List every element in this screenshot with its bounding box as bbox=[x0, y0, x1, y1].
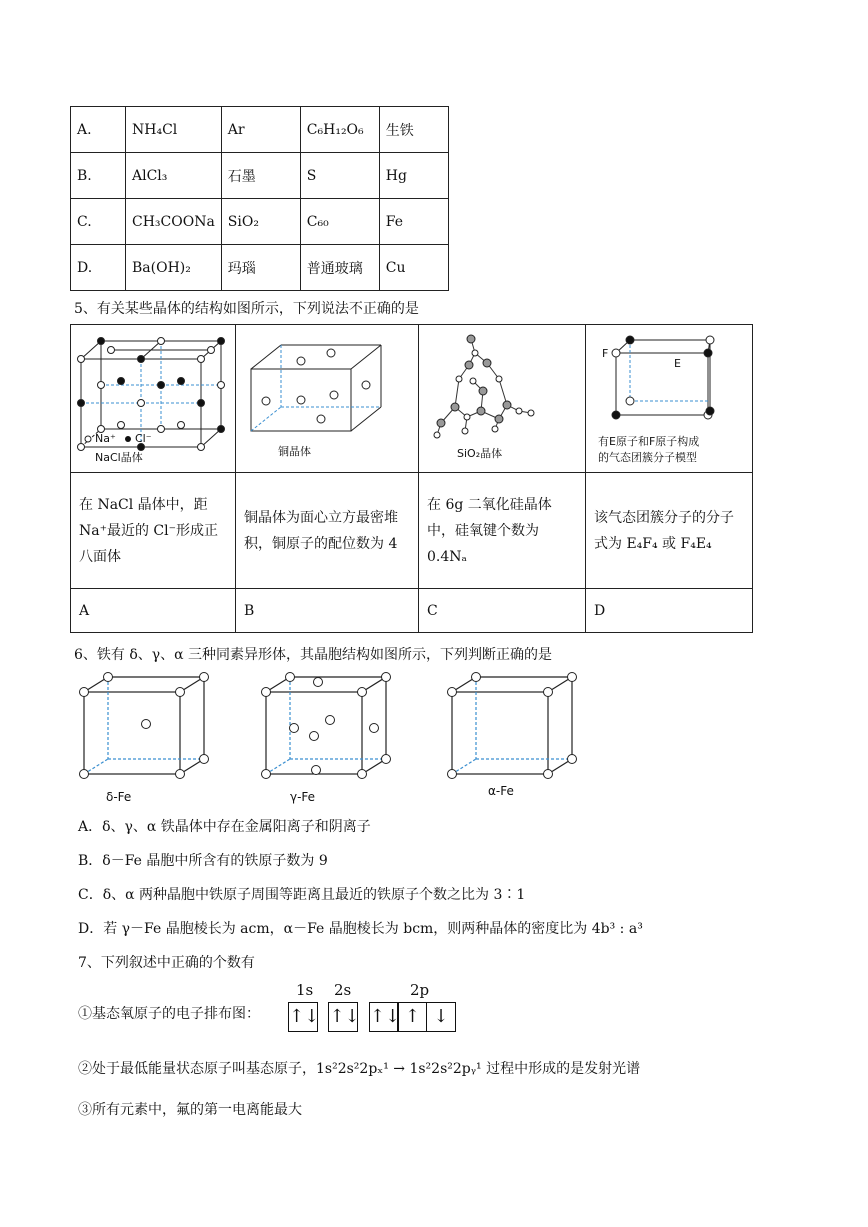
label-e: E bbox=[674, 357, 681, 370]
statement-b: 铜晶体为面心立方最密堆积，铜原子的配位数为 4 bbox=[236, 473, 419, 589]
cu-figure-cell bbox=[236, 325, 419, 473]
orbital-box-2px: ↑↓ bbox=[369, 1002, 399, 1032]
statement-c: 在 6g 二氧化硅晶体中，硅氧键个数为 0.4Nₐ bbox=[419, 473, 586, 589]
legend-cl-label: Cl⁻ bbox=[135, 432, 152, 445]
q5-table bbox=[70, 324, 753, 633]
gamma-fe-diagram bbox=[258, 672, 398, 782]
q6-option-c: C．δ、α 两种晶胞中铁原子周围等距离且最近的铁原子个数之比为 3∶1 bbox=[78, 887, 526, 903]
statement-a: 在 NaCl 晶体中，距 Na⁺最近的 Cl⁻形成正八面体 bbox=[71, 473, 236, 589]
alpha-fe-caption: α-Fe bbox=[488, 784, 514, 798]
statement-d: 该气态团簇分子的分子式为 E₄F₄ 或 F₄E₄ bbox=[586, 473, 753, 589]
q7-item3: ③所有元素中，氟的第一电离能最大 bbox=[78, 1102, 302, 1118]
orbital-label-2s: 2s bbox=[334, 981, 352, 999]
orbital-diagram bbox=[288, 1002, 456, 1032]
table-cell: Hg bbox=[379, 153, 448, 199]
alpha-fe-diagram bbox=[444, 672, 584, 782]
delta-fe-caption: δ-Fe bbox=[106, 790, 132, 804]
orbital-box-2pz: ↓ bbox=[426, 1002, 456, 1032]
table-cell: CH₃COONa bbox=[126, 199, 222, 245]
table-cell: NH₄Cl bbox=[126, 107, 222, 153]
table-cell: Cu bbox=[379, 245, 448, 291]
option-letter: B. bbox=[71, 153, 126, 199]
table-cell: Fe bbox=[379, 199, 448, 245]
sio2-caption: SiO₂晶体 bbox=[457, 447, 503, 460]
cu-structure-diagram bbox=[236, 325, 430, 473]
nacl-caption: NaCl晶体 bbox=[95, 451, 143, 464]
sio2-structure-diagram bbox=[419, 325, 597, 473]
cu-caption: 铜晶体 bbox=[278, 445, 311, 458]
table-cell: SiO₂ bbox=[221, 199, 300, 245]
orbital-label-1s: 1s bbox=[296, 981, 314, 999]
q4-options-table bbox=[70, 106, 449, 291]
cluster-caption-line2: 的气态团簇分子模型 bbox=[598, 451, 697, 464]
table-cell: 石墨 bbox=[221, 153, 300, 199]
table-cell: Ba(OH)₂ bbox=[126, 245, 222, 291]
letter-d: D bbox=[586, 589, 753, 633]
delta-fe-diagram bbox=[76, 672, 216, 782]
q6-stem: 6、铁有 δ、γ、α 三种同素异形体，其晶胞结构如图所示，下列判断正确的是 bbox=[74, 647, 553, 663]
letter-b: B bbox=[236, 589, 419, 633]
cluster-figure-cell bbox=[586, 325, 753, 473]
table-cell: C₆₀ bbox=[300, 199, 379, 245]
table-cell: Ar bbox=[221, 107, 300, 153]
nacl-figure-cell bbox=[71, 325, 236, 473]
table-cell: 玛瑙 bbox=[221, 245, 300, 291]
legend-na-label: Na⁺ bbox=[95, 432, 116, 445]
orbital-box-2py: ↑ bbox=[397, 1002, 427, 1032]
orbital-box-1s: ↑↓ bbox=[288, 1002, 318, 1032]
option-letter: A. bbox=[71, 107, 126, 153]
q7-stem: 7、下列叙述中正确的个数有 bbox=[78, 955, 255, 971]
orbital-label-2p: 2p bbox=[410, 981, 430, 999]
option-letter: C. bbox=[71, 199, 126, 245]
q6-option-a: A．δ、γ、α 铁晶体中存在金属阳离子和阴离子 bbox=[78, 819, 371, 835]
sio2-figure-cell bbox=[419, 325, 586, 473]
table-cell: 生铁 bbox=[379, 107, 448, 153]
table-cell: C₆H₁₂O₆ bbox=[300, 107, 379, 153]
label-f: F bbox=[602, 347, 609, 360]
orbital-box-2s: ↑↓ bbox=[328, 1002, 358, 1032]
option-letter: D. bbox=[71, 245, 126, 291]
q5-stem: 5、有关某些晶体的结构如图所示，下列说法不正确的是 bbox=[74, 301, 419, 317]
q7-item2: ②处于最低能量状态原子叫基态原子，1s²2s²2pₓ¹ → 1s²2s²2pᵧ¹ 过程中形成的是发射光谱 bbox=[78, 1061, 641, 1077]
table-cell: S bbox=[300, 153, 379, 199]
cluster-caption-line1: 有E原子和F原子构成 bbox=[598, 435, 700, 448]
q7-item1: ①基态氧原子的电子排布图： bbox=[78, 1006, 260, 1022]
letter-c: C bbox=[419, 589, 586, 633]
letter-a: A bbox=[71, 589, 236, 633]
table-cell: 普通玻璃 bbox=[300, 245, 379, 291]
q6-option-d: D．若 γ－Fe 晶胞棱长为 acm，α－Fe 晶胞棱长为 bcm，则两种晶体的密度比为 4b³ : a³ bbox=[78, 921, 643, 937]
q6-option-b: B．δ－Fe 晶胞中所含有的铁原子数为 9 bbox=[78, 853, 328, 869]
gamma-fe-caption: γ-Fe bbox=[290, 790, 316, 804]
table-cell: AlCl₃ bbox=[126, 153, 222, 199]
